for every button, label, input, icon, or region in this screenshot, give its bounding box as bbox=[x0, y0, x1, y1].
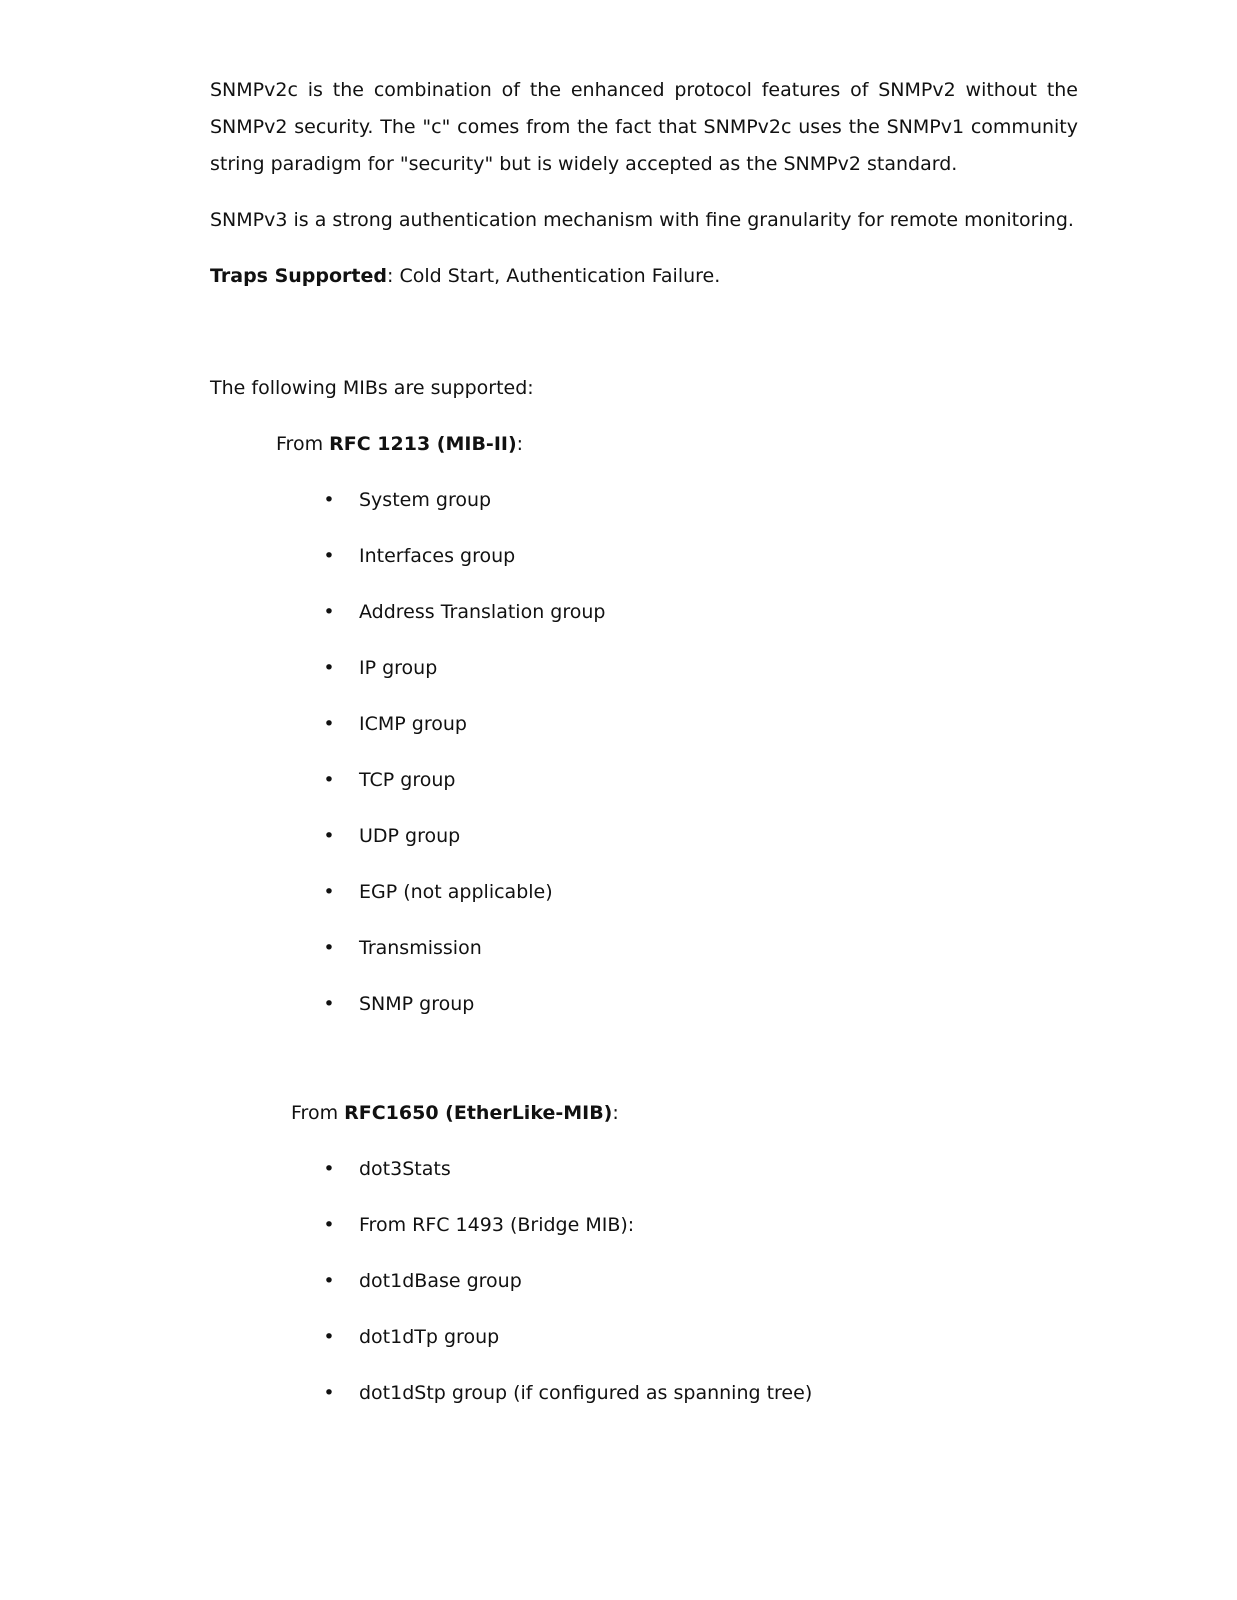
bullet-icon: • bbox=[323, 657, 335, 679]
list-item-text: Transmission bbox=[359, 937, 482, 959]
mib-source: RFC1650 (EtherLike-MIB) bbox=[344, 1102, 613, 1124]
from-prefix: From bbox=[276, 433, 330, 455]
snmpv2c-paragraph: SNMPv2c is the combination of the enhanced protocol features of SNMPv2 without the SNMPv2 security. The "c" comes from the fact that SNMPv2c uses the SNMPv1 community string paradigm for "security" but is widely accepted as the SNMPv2 standard. bbox=[210, 79, 1078, 175]
list-item-text: dot1dTp group bbox=[359, 1326, 500, 1348]
section-heading-rfc1213 bbox=[276, 429, 523, 459]
bullet-icon: • bbox=[323, 1270, 335, 1292]
section-heading-rfc1650 bbox=[291, 1098, 619, 1128]
bullet-icon: • bbox=[323, 1214, 335, 1236]
mibs-intro-text: The following MIBs are supported: bbox=[210, 377, 534, 399]
list-item-text: Interfaces group bbox=[359, 545, 516, 567]
list-item-text: SNMP group bbox=[359, 993, 475, 1015]
list-item-text: dot3Stats bbox=[359, 1158, 451, 1180]
list-item-text: System group bbox=[359, 489, 492, 511]
bullet-icon: • bbox=[323, 1158, 335, 1180]
bullet-icon: • bbox=[323, 937, 335, 959]
list-item-text: IP group bbox=[359, 657, 438, 679]
heading-suffix: : bbox=[516, 433, 524, 455]
bullet-icon: • bbox=[323, 601, 335, 623]
snmpv3-paragraph: SNMPv3 is a strong authentication mechanism with fine granularity for remote monitoring. bbox=[210, 209, 1074, 231]
list-item-text: TCP group bbox=[359, 769, 456, 791]
list-item-text: From RFC 1493 (Bridge MIB): bbox=[359, 1214, 635, 1236]
list-item-text: dot1dStp group (if configured as spanning tree) bbox=[359, 1382, 813, 1404]
bullet-icon: • bbox=[323, 489, 335, 511]
bullet-icon: • bbox=[323, 769, 335, 791]
traps-value: Cold Start, Authentication Failure. bbox=[393, 265, 721, 287]
bullet-icon: • bbox=[323, 713, 335, 735]
traps-label: Traps Supported bbox=[210, 265, 387, 287]
list-item-text: EGP (not applicable) bbox=[359, 881, 553, 903]
heading-suffix: : bbox=[612, 1102, 619, 1124]
list-item-text: ICMP group bbox=[359, 713, 467, 735]
bullet-icon: • bbox=[323, 993, 335, 1015]
mib-source: RFC 1213 (MIB-II) bbox=[329, 433, 517, 455]
list-item-text: Address Translation group bbox=[359, 601, 606, 623]
bullet-icon: • bbox=[323, 881, 335, 903]
traps-separator: : bbox=[387, 265, 394, 287]
list-item-text: dot1dBase group bbox=[359, 1270, 522, 1292]
bullet-icon: • bbox=[323, 545, 335, 567]
bullet-icon: • bbox=[323, 825, 335, 847]
bullet-icon: • bbox=[323, 1326, 335, 1348]
traps-paragraph bbox=[210, 258, 1078, 295]
list-item-text: UDP group bbox=[359, 825, 461, 847]
from-prefix: From bbox=[291, 1102, 345, 1124]
bullet-icon: • bbox=[323, 1382, 335, 1404]
